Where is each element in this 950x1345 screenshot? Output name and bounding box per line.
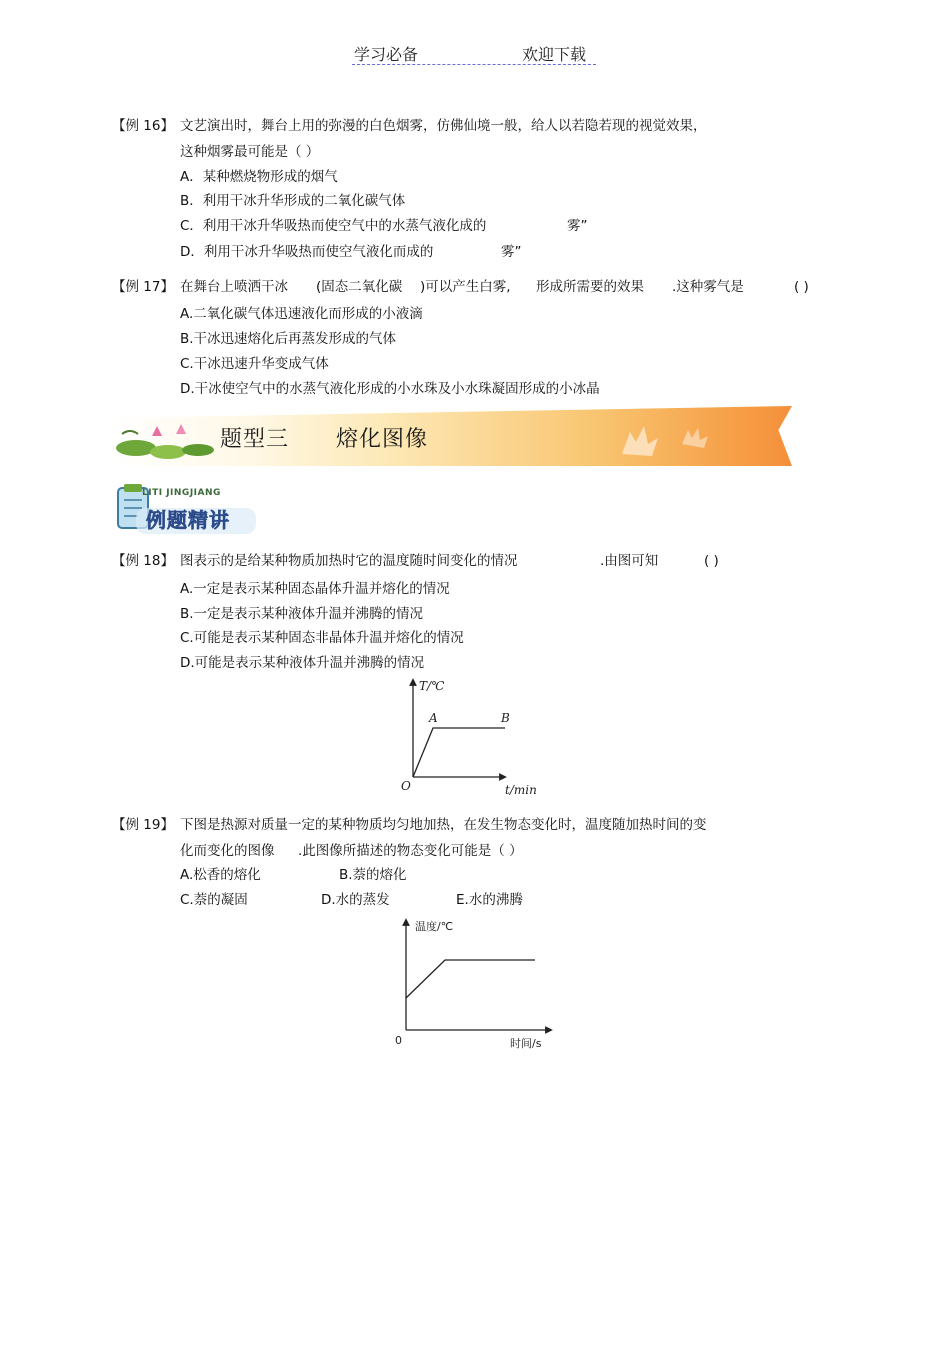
q16-option-d: D．利用干冰升华吸热而使空气液化而成的: [180, 244, 434, 260]
q17-option-b: B.干冰迅速熔化后再蒸发形成的气体: [180, 331, 397, 347]
q17-stem-d: 形成所需要的效果: [536, 279, 644, 295]
q19-temperature-graph: [385, 914, 565, 1054]
q19-option-d: D.水的蒸发: [321, 892, 390, 908]
q17-stem-a: 在舞台上喷洒干冰: [180, 279, 288, 295]
q18-option-c: C.可能是表示某种固态非晶体升温并熔化的情况: [180, 630, 464, 646]
header-left: 学习必备: [354, 45, 419, 64]
q19-option-e: E.水的沸腾: [456, 892, 523, 908]
lotus-decoration-icon: [112, 412, 222, 466]
q18-option-b: B.一定是表示某种液体升温并沸腾的情况: [180, 606, 424, 622]
header-right: 欢迎下载: [522, 45, 587, 64]
q19-stem-line2b: .此图像所描述的物态变化可能是（ ）: [298, 843, 523, 859]
q18-y-label: T/℃: [419, 679, 445, 693]
examples-logo: [116, 482, 261, 536]
q17-stem-b: (固态二氧化碳: [316, 279, 403, 295]
q19-stem-line1: 下图是热源对质量一定的某种物质均匀地加热，在发生物态变化时，温度随加热时间的变: [180, 817, 707, 833]
q18-point-a: A: [429, 711, 438, 725]
q18-option-d: D.可能是表示某种液体升温并沸腾的情况: [180, 655, 425, 671]
q18-curve: [413, 728, 505, 777]
q18-stem-b: .由图可知: [600, 553, 659, 569]
q16-option-a: A．某种燃烧物形成的烟气: [180, 169, 338, 185]
q16-option-d-tail: 雾”: [501, 244, 522, 260]
q19-stem-line2a: 化而变化的图像: [180, 843, 275, 859]
q19-origin: 0: [395, 1034, 402, 1047]
q17-number: 【例 17】: [112, 279, 174, 295]
q16-option-c-tail: 雾”: [567, 218, 588, 234]
q19-x-label: 时间/s: [510, 1037, 542, 1050]
q19-curve: [406, 960, 535, 998]
q18-temperature-graph: [395, 676, 550, 798]
q18-point-b: B: [501, 711, 510, 725]
q16-stem-line2: 这种烟雾最可能是（ ）: [180, 144, 320, 160]
logo-subtitle: LITI JINGJIANG: [142, 488, 221, 498]
q19-option-b: B.萘的熔化: [339, 867, 407, 883]
q17-option-d: D.干冰使空气中的水蒸气液化形成的小水珠及小水珠凝固形成的小冰晶: [180, 381, 600, 397]
q17-stem-c: )可以产生白雾,: [420, 279, 511, 295]
q16-option-b: B．利用干冰升华形成的二氧化碳气体: [180, 193, 406, 209]
q18-origin: O: [401, 779, 411, 793]
q16-option-c: C．利用干冰升华吸热而使空气中的水蒸气液化成的: [180, 218, 487, 234]
q17-stem-e: .这种雾气是: [672, 279, 744, 295]
banner-type: 题型三: [220, 427, 290, 452]
q19-number: 【例 19】: [112, 817, 174, 833]
q18-answer-paren: ( ): [704, 553, 719, 569]
q18-option-a: A.一定是表示某种固态晶体升温并熔化的情况: [180, 581, 450, 597]
q19-option-c: C.萘的凝固: [180, 892, 248, 908]
q17-answer-paren: ( ): [794, 279, 809, 295]
logo-title: 例题精讲: [146, 508, 230, 532]
q17-option-c: C.干冰迅速升华变成气体: [180, 356, 329, 372]
q19-option-a: A.松香的熔化: [180, 867, 261, 883]
q16-number: 【例 16】: [112, 118, 174, 134]
q19-y-label: 温度/℃: [415, 920, 454, 933]
leaf-decoration-icon: [592, 414, 712, 462]
section-banner: [112, 406, 792, 466]
q18-x-label: t/min: [505, 783, 537, 797]
banner-topic: 熔化图像: [336, 427, 429, 452]
header-divider: [352, 64, 596, 65]
q18-number: 【例 18】: [112, 553, 174, 569]
q18-stem-a: 图表示的是给某种物质加热时它的温度随时间变化的情况: [180, 553, 518, 569]
q17-option-a: A.二氧化碳气体迅速液化而形成的小液滴: [180, 306, 423, 322]
q16-stem-line1: 文艺演出时，舞台上用的弥漫的白色烟雾，仿佛仙境一般，给人以若隐若现的视觉效果，: [180, 118, 707, 134]
